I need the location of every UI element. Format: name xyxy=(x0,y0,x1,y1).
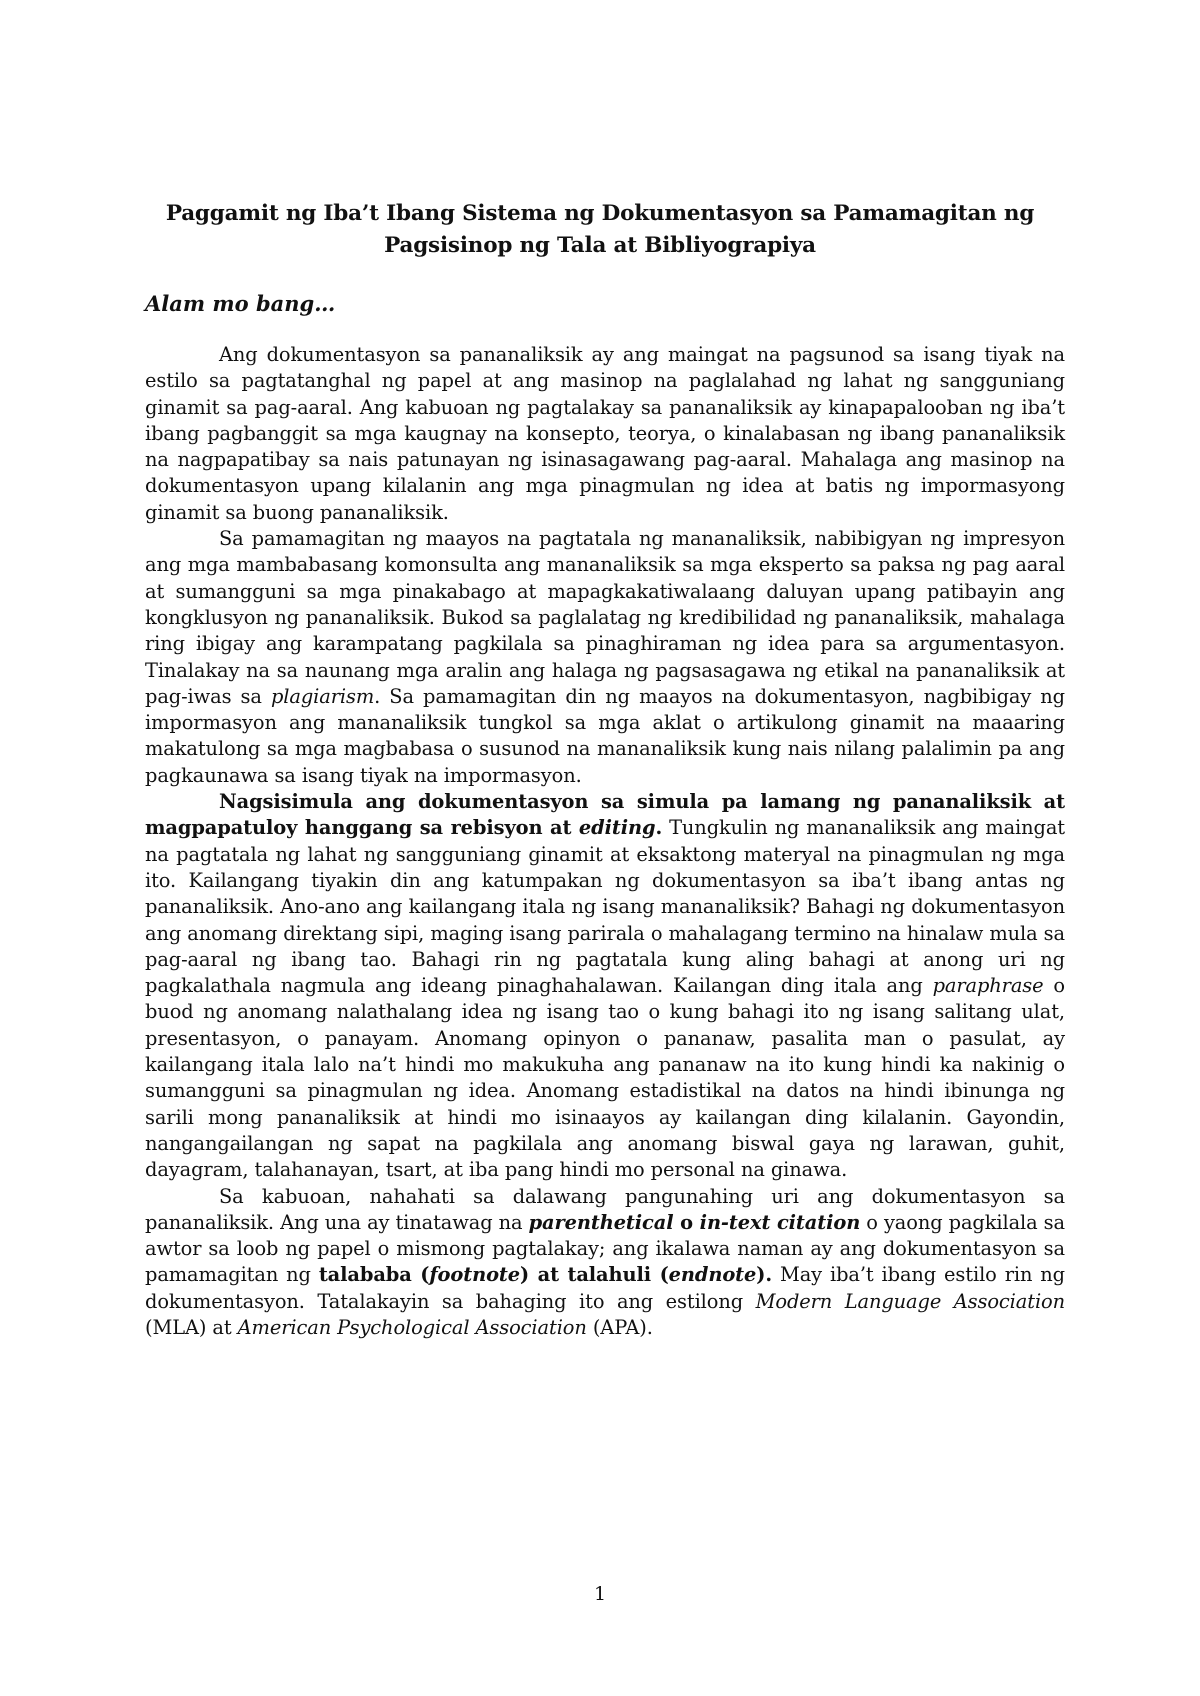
term-endnote: endnote xyxy=(668,1263,757,1287)
title-line-2: Pagsisinop ng Tala at Bibliyograpiya xyxy=(384,233,816,258)
paragraph-3 xyxy=(145,789,1065,1183)
paragraph-4 xyxy=(145,1184,1065,1342)
paragraph-4-bold-3: ) at talahuli ( xyxy=(520,1263,669,1287)
paragraph-2-text-2: . Sa pamamagitan din ng maayos na dokumentasyon, nagbibigay ng impormasyon ang mananaliksik tungkol sa mga aklat o artikulong ginamit na maaaring makatulong sa mga magbabasa o susunod na mananaliksik kung nais nilang palalimin pa ang pagkaunawa sa isang tiyak na impormasyon. xyxy=(145,684,1065,787)
paragraph-4-text-2: o yaong pagkilala sa awtor sa loob ng papel o mismong pagtalakay; ang ikalawa naman ay ang dokumentasyon sa pamamagitan ng xyxy=(145,1210,1065,1287)
term-apa: American Psychological Association xyxy=(237,1315,587,1339)
subheading: Alam mo bang… xyxy=(145,291,336,316)
term-parenthetical: parenthetical xyxy=(528,1210,674,1234)
paragraph-2-text-1: Sa pamamagitan ng maayos na pagtatala ng mananaliksik, nabibigyan ng impresyon ang mga mambabasang komonsulta ang mananaliksik sa mga eksperto sa paksa ng pag aaral at sumangguni sa mga pinakabago at mapagkakatiwalaang daluyan upang patibayin ang kongklusyon ng pananaliksik. Bukod sa paglalatag ng kredibilidad ng pananaliksik, mahalaga ring ibigay ang karampatang pagkilala sa pinaghiraman ng idea para sa argumentasyon. Tinalakay na sa naunang mga aralin ang halaga ng pagsasagawa ng etikal na pananaliksik at pag-iwas sa xyxy=(145,527,1065,708)
paragraph-2 xyxy=(145,526,1065,789)
paragraph-4-text-5: (APA). xyxy=(586,1315,653,1339)
paragraph-3-bold-2: . xyxy=(655,816,663,840)
term-in-text-citation: in-text citation xyxy=(699,1210,861,1234)
paragraph-3-bold-1: Nagsisimula ang dokumentasyon sa simula pa lamang ng pananaliksik at magpapatuloy hanggang sa rebisyon at xyxy=(145,790,1065,840)
document-title xyxy=(140,198,1060,262)
term-mla: Modern Language Association xyxy=(755,1289,1066,1313)
term-editing: editing xyxy=(578,816,656,840)
paragraph-3-text-1: Tungkulin ng mananaliksik ang maingat na pagtatala ng lahat ng sangguniang ginamit at eksaktong materyal na pinagmulan ng mga ito. Kailangang tiyakin din ang katumpakan ng dokumentasyon sa iba’t ibang antas ng pananaliksik. Ano-ano ang kailangang itala ng isang mananaliksik? Bahagi ng dokumentasyon ang anomang direktang sipi, maging isang parirala o mahalagang termino na hinalaw mula sa pag-aaral ng ibang tao. Bahagi rin ng pagtatala kung aling bahagi at anong uri ng pagkalathala nagmula ang ideang pinaghahalawan. Kailangan ding itala ang xyxy=(145,816,1065,998)
paragraph-3-text-2: o buod ng anomang nalathalang idea ng isang tao o kung bahagi ito ng isang salitang ulat, presentasyon, o panayam. Anomang opinyon o pananaw, pasalita man o pasulat, ay kailangang itala lalo na’t hindi mo makukuha ang pananaw na ito kung hindi ka nakinig o sumangguni sa pinagmulan ng idea. Anomang estadistikal na datos na hindi ibinunga ng sarili mong pananaliksik at hindi mo isinaayos ay kailangan ding kilalanin. Gayondin, nangangailangan ng sapat na pagkilala ang anomang biswal gaya ng larawan, guhit, dayagram, talahanayan, tsart, at iba pang hindi mo personal na ginawa. xyxy=(145,974,1065,1182)
paragraph-4-bold-4: ). xyxy=(756,1263,773,1287)
paragraph-4-text-3: May iba’t ibang estilo rin ng dokumentasyon. Tatalakayin sa bahaging ito ang estilong xyxy=(145,1263,1065,1313)
term-plagiarism: plagiarism xyxy=(270,684,375,708)
term-footnote: footnote xyxy=(429,1263,521,1287)
paragraph-4-bold-1: o xyxy=(673,1210,700,1234)
body-text xyxy=(145,342,1065,1341)
paragraph-4-bold-2: talababa ( xyxy=(318,1263,430,1287)
page-number: 1 xyxy=(593,1583,607,1605)
paragraph-4-text-1: Sa kabuoan, nahahati sa dalawang pangunahing uri ang dokumentasyon sa pananaliksik. Ang una ay tinatawag na xyxy=(145,1184,1065,1234)
paragraph-1: Ang dokumentasyon sa pananaliksik ay ang maingat na pagsunod sa isang tiyak na estilo sa pagtatanghal ng papel at ang masinop na paglalahad ng lahat ng sangguniang ginamit sa pag-aaral. Ang kabuoan ng pagtalakay sa pananaliksik ay kinapapalooban ng iba’t ibang pagbanggit sa mga kaugnay na konsepto, teorya, o kinalabasan ng ibang pananaliksik na nagpapatibay sa nais patunayan ng isinasagawang pag-aaral. Mahalaga ang masinop na dokumentasyon upang kilalanin ang mga pinagmulan ng idea at batis ng impormasyong ginamit sa buong pananaliksik. xyxy=(145,343,1065,524)
term-paraphrase: paraphrase xyxy=(932,974,1044,998)
paragraph-4-text-4: (MLA) at xyxy=(145,1315,238,1339)
title-line-1: Paggamit ng Iba’t Ibang Sistema ng Dokumentasyon sa Pamamagitan ng xyxy=(165,201,1035,226)
